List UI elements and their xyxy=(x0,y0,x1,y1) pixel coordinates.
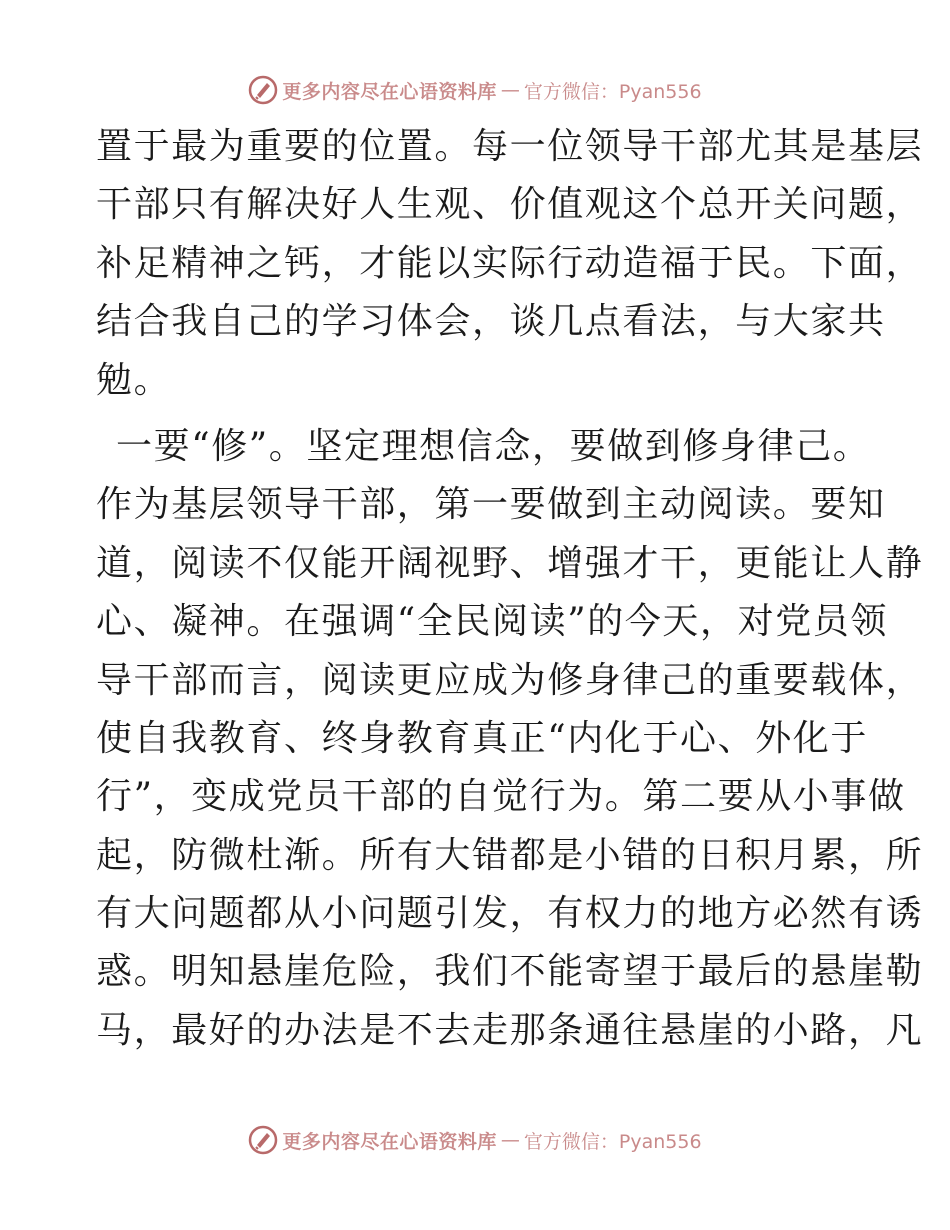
watermark-wechat: 官方微信：Pyan556 xyxy=(523,80,702,103)
text-line: 作为基层领导干部，第一要做到主动阅读。要知 xyxy=(96,484,886,526)
text-line: 置于最为重要的位置。每一位领导干部尤其是基层 xyxy=(96,126,924,167)
paragraph xyxy=(96,118,924,410)
header-watermark xyxy=(0,72,950,108)
watermark-text: 更多内容尽在心语资料库 xyxy=(282,1130,497,1153)
text-line: 有大问题都从小问题引发，有权力的地方必然有诱 xyxy=(96,893,924,935)
paragraph xyxy=(96,418,924,1060)
text-line: 心、凝神。在强调“全民阅读”的今天，对党员领 xyxy=(96,601,889,643)
text-line: 补足精神之钙，才能以实际行动造福于民。下面， xyxy=(96,242,924,284)
watermark-dash: — xyxy=(500,79,520,101)
document-body xyxy=(96,118,924,1060)
text-line: 使自我教育、终身教育真正“内化于心、外化于 xyxy=(96,717,869,759)
text-line: 一要“修”。坚定理想信念，要做到修身律己。 xyxy=(116,425,871,467)
text-line: 行”，变成党员干部的自觉行为。第二要从小事做 xyxy=(96,776,906,818)
text-line: 惑。明知悬崖危险，我们不能寄望于最后的悬崖勒 xyxy=(96,951,924,993)
watermark-wechat: 官方微信：Pyan556 xyxy=(523,1130,702,1153)
text-line: 勉。 xyxy=(96,359,172,401)
text-line: 马，最好的办法是不去走那条通往悬崖的小路，凡 xyxy=(96,1009,924,1051)
text-line: 道，阅读不仅能开阔视野、增强才干，更能让人静 xyxy=(96,542,924,584)
watermark-text: 更多内容尽在心语资料库 xyxy=(282,80,497,103)
logo-icon xyxy=(248,75,278,105)
text-line: 干部只有解决好人生观、价值观这个总开关问题， xyxy=(96,184,924,226)
logo-icon xyxy=(248,1125,278,1155)
watermark-dash: — xyxy=(500,1129,520,1151)
footer-watermark xyxy=(0,1122,950,1158)
text-line: 导干部而言，阅读更应成为修身律己的重要载体， xyxy=(96,659,924,701)
text-line: 结合我自己的学习体会，谈几点看法，与大家共 xyxy=(96,301,886,343)
text-line: 起，防微杜渐。所有大错都是小错的日积月累，所 xyxy=(96,834,924,876)
